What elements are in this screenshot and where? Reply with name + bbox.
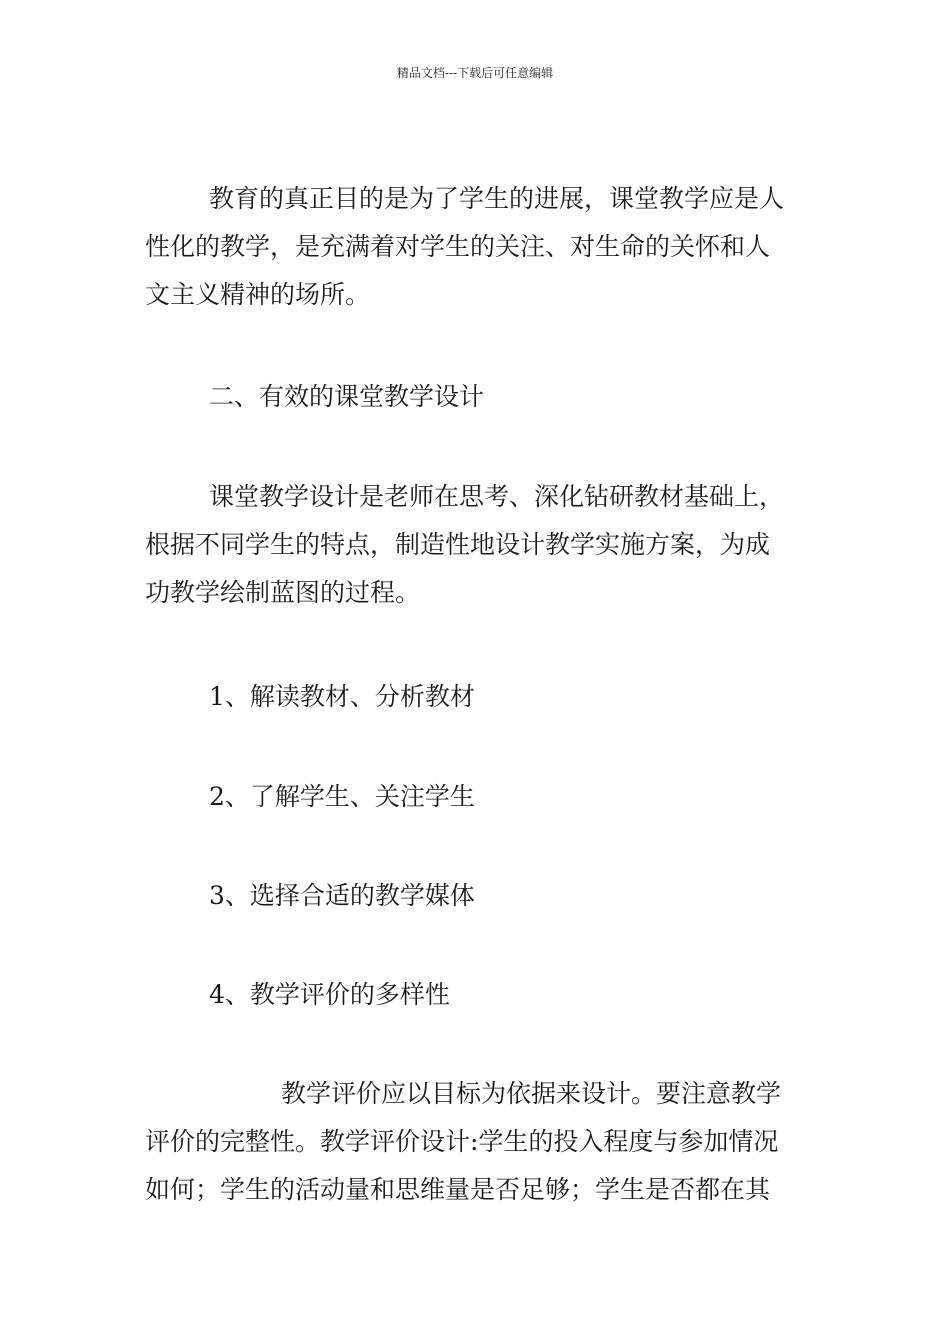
paragraph-line: 如何；学生的活动量和思维量是否足够；学生是否都在其	[145, 1175, 771, 1204]
list-item	[145, 971, 810, 1019]
paragraph-line: 性化的教学，是充满着对学生的关注、对生命的关怀和人	[145, 232, 771, 261]
paragraph-evaluation	[145, 1070, 810, 1214]
page-header: 精品文档---下载后可任意编辑	[396, 66, 554, 80]
paragraph-design	[145, 473, 810, 617]
paragraph-purpose	[145, 175, 810, 319]
paragraph-line: 文主义精神的场所。	[145, 280, 371, 309]
paragraph-line: 课堂教学设计是老师在思考、深化钻研教材基础上，	[209, 482, 785, 511]
paragraph-line: 教育的真正目的是为了学生的进展，课堂教学应是人	[209, 184, 785, 213]
list-item-text: 1、解读教材、分析教材	[209, 682, 475, 711]
paragraph-line: 教学评价应以目标为依据来设计。要注意教学	[281, 1079, 782, 1108]
list-item-text: 3、选择合适的教学媒体	[209, 881, 475, 910]
section-heading	[145, 373, 810, 421]
list-item	[145, 673, 810, 721]
list-item-text: 2、了解学生、关注学生	[209, 782, 475, 811]
list-item-text: 4、教学评价的多样性	[209, 980, 450, 1009]
list-item	[145, 872, 810, 920]
paragraph-line: 功教学绘制蓝图的过程。	[145, 578, 421, 607]
list-item	[145, 773, 810, 821]
section-heading-text: 二、有效的课堂教学设计	[209, 382, 485, 411]
paragraph-line: 评价的完整性。教学评价设计:学生的投入程度与参加情况	[145, 1127, 779, 1156]
paragraph-line: 根据不同学生的特点，制造性地设计教学实施方案，为成	[145, 530, 771, 559]
